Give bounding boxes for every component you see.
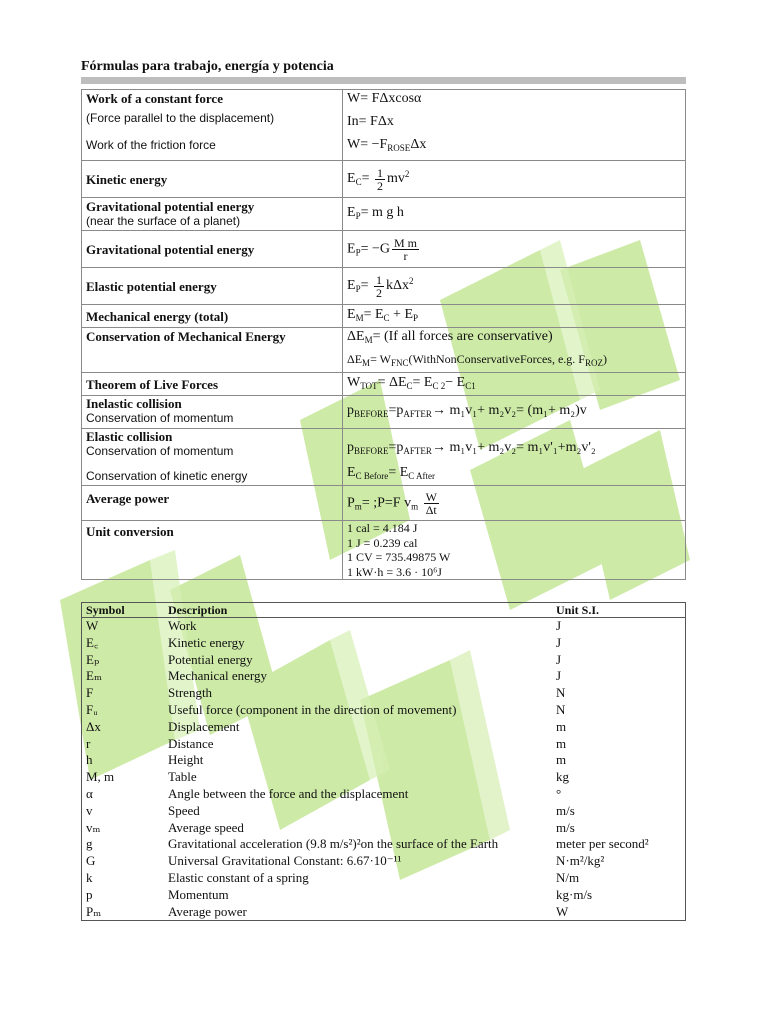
table-row — [82, 668, 686, 685]
formula-row-mechanical — [82, 305, 686, 328]
symbol-cell: Eₘ — [86, 668, 102, 684]
formula-row-elastic — [82, 268, 686, 305]
title-divider — [81, 77, 686, 84]
table-row — [82, 635, 686, 652]
grav-surface-heading: Gravitational potential energy — [86, 199, 255, 214]
unit-cell: m — [556, 735, 567, 751]
description-cell: Height — [168, 752, 204, 768]
power-formula: $P_m=$ ;P=F $v_m$ $\frac{W}{\Delta t}$ — [347, 489, 437, 517]
elastic-collision-formula-1: $p_{BEFORE}=p_{AFTER}\to m_1v_1+ m_2v_2= m_1v'_1+m_2v'_2$ — [347, 440, 596, 456]
elastic-collision-note-kinetic: Conservation of kinetic energy — [86, 469, 248, 483]
unit-cell: J — [556, 618, 562, 633]
unit-cell: N — [556, 701, 566, 717]
description-cell: Strength — [168, 685, 213, 701]
symbol-table — [81, 602, 686, 921]
unit-cell: m/s — [556, 819, 575, 835]
description-cell: Angle between the force and the displacement — [168, 785, 409, 801]
symbol-cell: F — [86, 685, 94, 701]
description-cell: Useful force (component in the direction of movement) — [168, 701, 457, 717]
grav-surface-formula: $E_P= m$ g h — [347, 204, 404, 221]
formula-row-elastic-collision — [82, 429, 686, 486]
symbol-cell: E꜀ — [86, 634, 99, 650]
description-cell: Gravitational acceleration (9.8 m/s²)²on the surface of the Earth — [168, 836, 499, 852]
work-note-friction: Work of the friction force — [86, 138, 216, 152]
header-symbol: Symbol — [82, 603, 165, 618]
unit-cell: J — [556, 634, 562, 650]
table-row — [82, 752, 686, 769]
table-row — [82, 702, 686, 719]
description-cell: Work — [168, 618, 197, 633]
symbol-cell: Δx — [86, 718, 101, 734]
formula-table — [81, 89, 686, 580]
units-heading: Unit conversion — [86, 524, 174, 539]
unit-cell: J — [556, 651, 562, 667]
table-row — [82, 618, 686, 635]
symbol-cell: vₘ — [86, 819, 101, 835]
unit-cell: N·m²/kg² — [556, 853, 605, 869]
description-cell: Table — [168, 769, 197, 785]
description-cell: Universal Gravitational Constant: 6.67·10⁻¹¹ — [168, 853, 402, 869]
table-row — [82, 887, 686, 904]
unit-cell: m — [556, 752, 567, 768]
kinetic-formula: $E_C=$ $\frac{1}{2}$ $mv^2$ — [347, 165, 410, 193]
elastic-formula: $E_P=$ $\frac{1}{2}$ kΔx$^2$ — [347, 272, 414, 300]
description-cell: Kinetic energy — [168, 634, 245, 650]
kinetic-heading: Kinetic energy — [86, 171, 168, 187]
grav-heading: Gravitational potential energy — [86, 241, 255, 257]
unit-cell: N — [556, 685, 566, 701]
page-title: Fórmulas para trabajo, energía y potencia — [81, 59, 334, 74]
formula-row-inelastic — [82, 396, 686, 429]
description-cell: Elastic constant of a spring — [168, 869, 309, 885]
conservation-formula-2: $\Delta E_M=$ $W_{FNC}(WithNonConservativeForces$, e.g. $F_{ROZ}$) — [347, 352, 607, 368]
inelastic-note: Conservation of momentum — [86, 411, 234, 425]
unit-cell: m — [556, 718, 567, 734]
description-cell: Displacement — [168, 718, 240, 734]
table-row — [82, 870, 686, 887]
description-cell: Average speed — [168, 819, 244, 835]
formula-row-conservation — [82, 328, 686, 373]
unit-line-2: 1 J = 0.239 cal — [347, 535, 418, 550]
description-cell: Potential energy — [168, 651, 253, 667]
symbol-cell: Fᵤ — [86, 701, 98, 717]
symbol-cell: k — [86, 869, 93, 885]
unit-cell: J — [556, 668, 562, 684]
table-row — [82, 853, 686, 870]
symbol-cell: v — [86, 802, 93, 818]
symbol-cell: g — [86, 836, 93, 852]
table-row — [82, 803, 686, 820]
table-row — [82, 769, 686, 786]
mechanical-heading: Mechanical energy (total) — [86, 308, 229, 324]
grav-surface-note: (near the surface of a planet) — [86, 214, 241, 228]
unit-cell: m/s — [556, 802, 575, 818]
live-forces-heading: Theorem of Live Forces — [86, 376, 219, 392]
grav-formula: $E_P= -G$ $\frac{\text{M m}}{r}$ — [347, 235, 417, 263]
conservation-heading: Conservation of Mechanical Energy — [86, 329, 286, 344]
symbol-cell: r — [86, 735, 91, 751]
formula-row-kinetic — [82, 161, 686, 198]
table-row — [82, 820, 686, 837]
description-cell: Average power — [168, 903, 247, 919]
symbol-table-body — [82, 618, 686, 921]
formula-row-grav-surface — [82, 198, 686, 231]
elastic-collision-formula-2: $E_{C Before}= E_{C After}$ — [347, 465, 436, 481]
table-row — [82, 685, 686, 702]
description-cell: Momentum — [168, 886, 229, 902]
formula-row-grav — [82, 231, 686, 268]
symbol-cell: W — [86, 618, 99, 633]
unit-cell: kg·m/s — [556, 886, 593, 902]
formula-row-power — [82, 486, 686, 521]
symbol-cell: G — [86, 853, 96, 869]
unit-cell: meter per second² — [556, 836, 649, 852]
unit-line-4: 1 kW·h = 3.6 · 10⁶J — [347, 564, 442, 579]
symbol-cell: M, m — [86, 769, 115, 785]
table-row — [82, 836, 686, 853]
formula-row-live-forces — [82, 373, 686, 396]
unit-line-3: 1 CV = 735.49875 W — [347, 550, 451, 564]
table-row — [82, 652, 686, 669]
formula-row-units — [82, 521, 686, 580]
table-row — [82, 736, 686, 753]
work-formula-1: W= FΔxcosα — [347, 91, 422, 106]
formula-row-work — [82, 90, 686, 161]
table-row — [82, 786, 686, 803]
mechanical-formula: $E_M= E_C + E_P$ — [347, 306, 419, 323]
table-row — [82, 904, 686, 921]
description-cell: Distance — [168, 735, 214, 751]
description-cell: Mechanical energy — [168, 668, 268, 684]
work-note-parallel: (Force parallel to the displacement) — [86, 111, 275, 125]
table-row — [82, 719, 686, 736]
description-cell: Speed — [168, 802, 200, 818]
symbol-table-header — [82, 603, 686, 618]
unit-cell: W — [556, 903, 569, 919]
symbol-cell: p — [86, 886, 93, 902]
work-formula-3: $W= -F_{ROSE}\Delta x$ — [347, 137, 427, 153]
power-heading: Average power — [86, 491, 170, 506]
unit-cell: ° — [556, 785, 562, 801]
unit-cell: kg — [556, 769, 569, 785]
work-heading: Work of a constant force — [86, 91, 223, 106]
live-forces-formula: $W_{TOT}= \Delta E_C= E_{C 2}- E_{C1}$ — [347, 374, 476, 391]
symbol-cell: α — [86, 785, 93, 801]
inelastic-heading: Inelastic collision — [86, 396, 182, 411]
conservation-formula-1: $\Delta E_M= (If$ all forces are conservative) — [347, 329, 553, 345]
elastic-heading: Elastic potential energy — [86, 278, 217, 294]
symbol-cell: h — [86, 752, 93, 768]
work-formula-2: In= FΔx — [347, 114, 394, 129]
unit-cell: N/m — [556, 869, 580, 885]
inelastic-formula: $p_{BEFORE}=p_{AFTER}\to m_1v_1+ m_2v_2= (m_1+ m_2)v$ — [347, 402, 587, 419]
elastic-collision-note-momentum: Conservation of momentum — [86, 444, 234, 458]
header-description: Description — [164, 603, 552, 618]
symbol-cell: Pₘ — [86, 903, 102, 919]
symbol-cell: Eₚ — [86, 651, 100, 667]
elastic-collision-heading: Elastic collision — [86, 429, 173, 444]
header-unit: Unit S.I. — [552, 603, 686, 618]
unit-line-1: 1 cal = 4.184 J — [347, 521, 418, 535]
